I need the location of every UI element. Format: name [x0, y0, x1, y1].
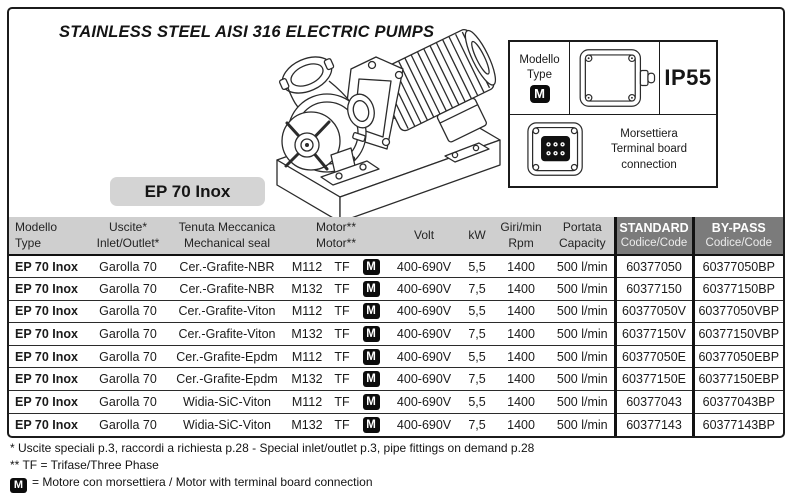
cell-standard-code: 60377150 [615, 278, 693, 301]
motor-m-badge: M [363, 417, 380, 433]
cell-bypass-code: 60377050BP [693, 255, 783, 278]
cell-phase: TF [334, 417, 350, 432]
cell-m-badge [357, 278, 385, 301]
table-row [9, 255, 783, 278]
cell-phase: TF [327, 278, 357, 301]
cell-kw: 5,5 [463, 391, 491, 414]
cell-volt: 400-690V [385, 323, 463, 346]
cell-m-badge [357, 368, 385, 391]
motor-m-badge: M [363, 259, 380, 275]
cell-phase: TF [327, 368, 357, 391]
cell-capacity: 500 l/min [551, 278, 615, 301]
cell-inlet: Garolla 70 [89, 391, 167, 414]
cell-model: EP 70 Inox [9, 278, 89, 301]
cell-phase: TF [327, 300, 357, 323]
cell-bypass-code: 60377043BP [693, 391, 783, 414]
cell-seal: Cer.-Grafite-NBR [167, 255, 287, 278]
cell-inlet: Garolla 70 [99, 417, 157, 432]
cell-standard-code: 60377050E [615, 345, 693, 368]
cell-motor: M112 [287, 300, 327, 323]
cell-bypass-code: 60377150VBP [693, 323, 783, 346]
cell-motor: M132 [287, 323, 327, 346]
cell-model: EP 70 Inox [9, 391, 89, 414]
cell-standard-code: 60377050 [615, 255, 693, 278]
cell-rpm: 1400 [491, 391, 551, 414]
cell-volt: 400-690V [385, 368, 463, 391]
cell-seal: Cer.-Grafite-Viton [167, 323, 287, 346]
cell-motor: M112 [287, 255, 327, 278]
cell-inlet: Garolla 70 [89, 300, 167, 323]
cell-motor: M132 [287, 368, 327, 391]
modello-type-cell [510, 42, 570, 114]
motor-m-badge: M [363, 326, 380, 342]
cell-kw: 7,5 [463, 278, 491, 301]
footnote-special-outlets: * Uscite speciali p.3, raccordi a richiesta p.28 - Special inlet/outlet p.3, pipe fittings on demand p.28 [10, 441, 535, 455]
table-row [9, 278, 783, 301]
col-header-giri: Giri/min Rpm [491, 217, 551, 255]
cell-m-badge [357, 413, 385, 436]
type-label: Type [527, 68, 552, 81]
model-series-label: EP 70 Inox [110, 177, 265, 206]
cell-kw: 7,5 [468, 417, 486, 432]
table-row [9, 413, 783, 436]
cell-standard-code: 60377150V [615, 323, 693, 346]
cell-motor: M132 [287, 278, 327, 301]
cell-seal: Widia-SiC-Viton [183, 417, 271, 432]
cell-seal: Cer.-Grafite-Epdm [167, 368, 287, 391]
terminal-box-cell [570, 42, 660, 114]
cell-m-badge [357, 300, 385, 323]
table-row [9, 391, 783, 414]
cell-kw: 7,5 [463, 368, 491, 391]
cell-model: EP 70 Inox [9, 368, 89, 391]
cell-capacity: 500 l/min [551, 255, 615, 278]
cell-inlet: Garolla 70 [89, 345, 167, 368]
col-header-volt: Volt [385, 217, 463, 255]
cell-rpm: 1400 [491, 255, 551, 278]
cell-inlet: Garolla 70 [89, 278, 167, 301]
cell-rpm: 1400 [491, 345, 551, 368]
cell-volt: 400-690V [396, 417, 452, 432]
cell-m-badge [357, 345, 385, 368]
ip-rating: IP55 [664, 65, 712, 90]
cell-bypass-code: 60377050EBP [693, 345, 783, 368]
col-header-portata: Portata Capacity [551, 217, 615, 255]
morsettiera-caption: Morsettiera Terminal board connection [610, 127, 688, 171]
col-header-modello: Modello Type [9, 217, 89, 255]
cell-capacity: 500 l/min [551, 368, 615, 391]
col-header-uscite: Uscite* Inlet/Outlet* [89, 217, 167, 255]
cell-rpm: 1400 [491, 300, 551, 323]
cell-capacity: 500 l/min [551, 300, 615, 323]
cell-seal: Cer.-Grafite-Viton [167, 300, 287, 323]
motor-m-badge: M [10, 478, 27, 493]
cell-phase: TF [327, 323, 357, 346]
spec-box [508, 40, 718, 188]
cell-rpm: 1400 [491, 323, 551, 346]
pump-spec-table [9, 217, 783, 436]
cell-m-badge [357, 323, 385, 346]
cell-volt: 400-690V [385, 300, 463, 323]
terminal-box-icon [572, 46, 658, 110]
col-header-tenuta: Tenuta Meccanica Mechanical seal [167, 217, 287, 255]
cell-capacity: 500 l/min [551, 323, 615, 346]
table-header-row [9, 217, 783, 255]
motor-m-badge: M [363, 281, 380, 297]
cell-m-badge [357, 255, 385, 278]
pump-illustration [255, 9, 515, 217]
cell-volt: 400-690V [385, 255, 463, 278]
cell-volt: 400-690V [385, 345, 463, 368]
motor-m-badge: M [363, 349, 380, 365]
cell-model: EP 70 Inox [9, 300, 89, 323]
table-row [9, 368, 783, 391]
motor-m-badge: M [363, 394, 380, 410]
cell-kw: 7,5 [463, 323, 491, 346]
col-header-bypass: BY-PASS Codice/Code [693, 217, 783, 255]
cell-standard-code: 60377043 [615, 391, 693, 414]
terminal-board-icon [526, 121, 586, 179]
col-header-standard: STANDARD Codice/Code [615, 217, 693, 255]
cell-standard-code: 60377143 [615, 413, 693, 436]
cell-kw: 5,5 [463, 300, 491, 323]
cell-motor: M112 [287, 391, 327, 414]
main-panel [7, 7, 785, 438]
footnotes [10, 441, 534, 496]
cell-motor: M132 [291, 417, 323, 432]
cell-model: EP 70 Inox [9, 323, 89, 346]
cell-inlet: Garolla 70 [89, 323, 167, 346]
page-title: STAINLESS STEEL AISI 316 ELECTRIC PUMPS [59, 23, 435, 41]
cell-bypass-code: 60377143BP [693, 413, 783, 436]
cell-inlet: Garolla 70 [89, 255, 167, 278]
cell-model: EP 70 Inox [15, 417, 78, 432]
footnote-m-badge-legend: M = Motore con morsettiera / Motor with terminal board connection [10, 475, 534, 493]
motor-m-badge: M [530, 85, 550, 103]
cell-bypass-code: 60377050VBP [693, 300, 783, 323]
cell-volt: 400-690V [385, 278, 463, 301]
table-row [9, 300, 783, 323]
modello-label: Modello [519, 53, 560, 66]
cell-model: EP 70 Inox [9, 255, 89, 278]
cell-phase: TF [327, 345, 357, 368]
footnote-tf: ** TF = Trifase/Three Phase [10, 458, 159, 472]
table-row [9, 323, 783, 346]
table-row [9, 345, 783, 368]
cell-kw: 5,5 [463, 345, 491, 368]
cell-m-badge [357, 391, 385, 414]
cell-seal: Widia-SiC-Viton [167, 391, 287, 414]
col-header-motor: Motor** Motor** [287, 217, 385, 255]
col-header-kw: kW [463, 217, 491, 255]
motor-m-badge: M [363, 371, 380, 387]
cell-standard-code: 60377150E [615, 368, 693, 391]
motor-m-badge: M [363, 303, 380, 319]
cell-capacity: 500 l/min [551, 391, 615, 414]
cell-volt: 400-690V [385, 391, 463, 414]
cell-capacity: 500 l/min [551, 345, 615, 368]
cell-motor: M112 [287, 345, 327, 368]
cell-inlet: Garolla 70 [89, 368, 167, 391]
cell-bypass-code: 60377150EBP [693, 368, 783, 391]
cell-rpm: 1400 [507, 417, 535, 432]
cell-model: EP 70 Inox [9, 345, 89, 368]
cell-kw: 5,5 [463, 255, 491, 278]
cell-seal: Cer.-Grafite-NBR [167, 278, 287, 301]
cell-phase: TF [327, 391, 357, 414]
cell-phase: TF [327, 255, 357, 278]
cell-bypass-code: 60377150BP [693, 278, 783, 301]
cell-capacity: 500 l/min [556, 417, 608, 432]
cell-rpm: 1400 [491, 278, 551, 301]
cell-seal: Cer.-Grafite-Epdm [167, 345, 287, 368]
cell-standard-code: 60377050V [615, 300, 693, 323]
cell-rpm: 1400 [491, 368, 551, 391]
